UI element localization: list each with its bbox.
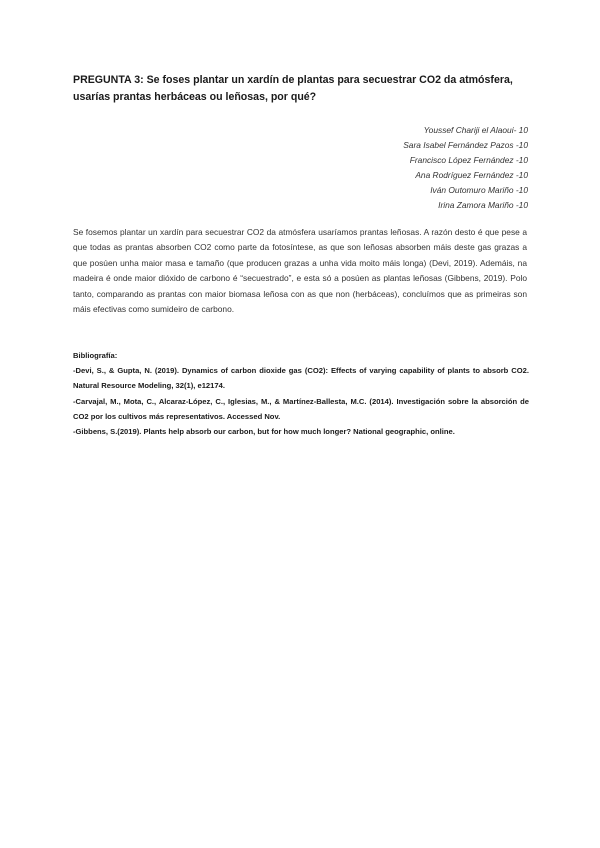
author-name: Irina Zamora Mariño -10 — [438, 200, 528, 210]
author-list — [403, 123, 528, 213]
bibliography-section — [73, 348, 529, 439]
answer-paragraph: Se fosemos plantar un xardín para secuestrar CO2 da atmósfera usaríamos prantas leñosas. A razón desto é que pese a que todas as prantas absorben CO2 como parte da fotosíntese, as que son leñosas absorben máis deste gas grazas a que posúen unha maior masa e tamaño (que producen grazas a unha vida moito máis longa) (Devi, 2019). Ademáis, na madeira é onde maior dióxido de carbono é “secuestrado”, e esta só a posúen as plantas leñosas (Gibbens, 2019). Polo tanto, comparando as prantas con maior biomasa leñosa con as que non (herbáceas), concluímos que as primeiras son máis efectivas como sumideiro de carbono. — [73, 227, 527, 315]
question-title — [73, 72, 533, 106]
author-name: Ana Rodríguez Fernández -10 — [415, 170, 528, 180]
question-text: Se foses plantar un xardín de plantas para secuestrar CO2 da atmósfera, usarías prantas herbáceas ou leñosas, por qué? — [73, 74, 513, 103]
author-name: Francisco López Fernández -10 — [409, 155, 528, 165]
bibliography-heading: Bibliografía: — [73, 351, 118, 360]
author-name: Youssef Chariji el Alaoui- 10 — [423, 125, 528, 135]
bibliography-entry: -Gibbens, S.(2019). Plants help absorb our carbon, but for how much longer? National geographic, online. — [73, 427, 455, 437]
question-prefix: PREGUNTA 3: — [73, 74, 144, 86]
bibliography-entry: -Devi, S., & Gupta, N. (2019). Dynamics of carbon dioxide gas (CO2): Effects of varying capability of plants to absorb CO2. Natural Resource Modeling, 32(1), e12174. — [73, 366, 529, 391]
author-name: Iván Outomuro Mariño -10 — [430, 185, 528, 195]
author-name: Sara Isabel Fernández Pazos -10 — [403, 140, 528, 150]
bibliography-entry: -Carvajal, M., Mota, C., Alcaraz-López, C., Iglesias, M., & Martínez-Ballesta, M.C. (2014). Investigación sobre la absorción de CO2 por los cultivos más representativos. Accessed Nov. — [73, 396, 529, 421]
